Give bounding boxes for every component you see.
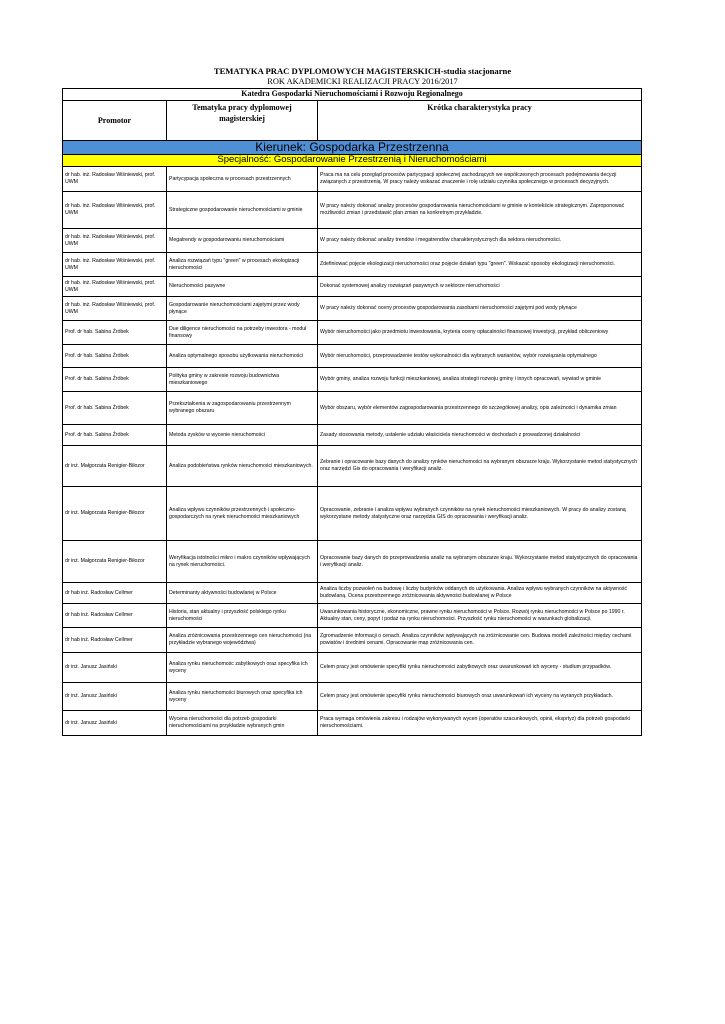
promotor-cell: dr inż. Małgorzata Renigier-Biłozor [63,446,167,487]
promotor-cell: Prof. dr hab. Sabina Źróbek [63,321,167,345]
promotor-cell: dr inż. Małgorzata Renigier-Biłozor [63,487,167,541]
table-row [63,628,642,653]
topic-cell: Nieruchomości pasywne [167,277,318,297]
description-cell: Celem pracy jest omówienie specyfiki rynku nieruchomości zabytkowych oraz uwarunkowań ich wyceny - studium przypadków. [318,653,642,683]
topic-cell: Strategiczne gospodarowanie nieruchomościami w gminie [167,192,318,229]
description-cell: Zgromadzenie informacji o cenach. Analiza czynników wpływających na zróżnicowanie cen. Budowa modeli zależności między cechami powiatów i średnimi cenami. Opracowanie map zróżnicowania cen. [318,628,642,653]
topic-cell: Analiza rynku nieruchomośc zabytkowych oraz specyfika ich wyceny [167,653,318,683]
table-row [63,167,642,192]
topic-cell: Metoda zysków w wycenie nieruchomości [167,425,318,446]
description-cell: Celem pracy jest omówienie specyfiki rynku nieruchomości biurowych oraz uwarunkowań ich wyceny na wyranych przykładach. [318,683,642,711]
thesis-topics-table [62,88,642,736]
promotor-cell: dr inż. Janusz Jasiński [63,711,167,736]
promotor-cell: dr hab. inż. Radosław Wiśniewski, prof. UWM [63,297,167,321]
topic-cell: Analiza wpływu czynników przestrzennych i społeczno-gospodarczych na rynek nieruchomości mieszkaniowych [167,487,318,541]
table-row [63,583,642,604]
description-cell: Wybór gminy, analiza rozwoju funkcji mieszkaniowej, analiza strategii rozwoju gminy i innych opracowań, wywiad w gminie [318,368,642,392]
topic-cell: Analiza rynku nieruchomości biurowych oraz specyfika ich wyceny [167,683,318,711]
academic-year: ROK AKADEMICKI REALIZACJI PRACY 2016/2017 [267,77,458,86]
table-row [63,229,642,253]
description-cell: Zdefiniować pojęcie ekologizacji nieruchomości oraz pojęcie działań typu "green". Wskazać sposoby ekologizacji nieruchomości. [318,253,642,277]
topic-cell: Przekształcenia w zagospodarowaniu przestrzennym wybranego obszaru [167,392,318,425]
promotor-cell: dr inż. Janusz Jasiński [63,653,167,683]
description-cell: Opracowanie, zebranie i analiza wpływu wybranych czynników na rynek nieruchomości mieszkaniowych. W pracy do analizy zostaną wykorzystane metody statystyczne oraz narzędzia GIS do opracowania i weryfikacji analiz. [318,487,642,541]
description-cell: Zebranie i opracowanie bazy danych do analizy rynków nieruchomości na wybranym obszarze kraju. Wykorzystanie metod statystycznych oraz narzędzi Gis do opracowania i weryfikacji analiz. [318,446,642,487]
topic-cell: Gospodarowanie nieruchomościami zajętymi przez wody płynące [167,297,318,321]
topic-cell: Analiza zróżnicowania przestrzennego cen nieruchomości (na przykładzie wybranego województwa) [167,628,318,653]
specialty-banner: Specjalność: Gospodarowanie Przestrzenią i Nieruchomościami [63,155,642,167]
topic-cell: Historia, stan aktualny i przyszłość polskiego rynku nieruchomości [167,604,318,628]
topic-cell: Polityka gminy w zakresie rozwoju budownictwa mieszkaniowego [167,368,318,392]
column-header-description: Krótka charakterystyka pracy [318,101,642,141]
promotor-cell: dr hab inż. Radosław Cellmer [63,583,167,604]
topic-cell: Analiza optymalnego sposobu użytkowania nieruchomości [167,345,318,368]
promotor-cell: Prof. dr hab. Sabina Źróbek [63,345,167,368]
table-row [63,192,642,229]
description-cell: Wybór obszaru, wybór elementów zagospodarowania przestrzennego do szczegółowej analizy, opis zależności i dynamika zmian [318,392,642,425]
topic-cell: Analiza podobieństwa rynków nieruchomości mieszkaniowych. [167,446,318,487]
description-cell: Praca ma na celu przegląd procesów partycypacji społecznej zachodzących we współczesnych procesach podejmowania decyzji związanych z przestrzenią. W pracy należy wskazać znaczenie i rolę udziału czynnika społecznego w procesach decyzyjnych. [318,167,642,192]
table-row [63,392,642,425]
promotor-cell: dr hab. inż. Radosław Wiśniewski, prof. UWM [63,229,167,253]
table-row [63,653,642,683]
promotor-cell: dr hab. inż. Radosław Wiśniewski, prof. UWM [63,253,167,277]
topic-cell: Analiza rozwiązań typu "green" w procesach ekologizacji nieruchomości [167,253,318,277]
table-row [63,297,642,321]
promotor-cell: dr hab. inż. Radosław Wiśniewski, prof. UWM [63,277,167,297]
table-row [63,541,642,583]
description-cell: Praca wymaga omówienia zakresu i rodzajów wykonywanych wycen (operatów szacunkowych, opinii, eksprtyz) dla potrzeb gospodarki nieruchomościami. [318,711,642,736]
table-row [63,345,642,368]
table-row [63,253,642,277]
column-header-promotor: Promotor [63,101,167,141]
topic-cell: Weryfikacja istotności mikro i makro czynników wpływających na rynek nieruchomości. [167,541,318,583]
description-cell: Dokonać systemowej analizy rozwiązań pasywnych w sektorze nieruchomości [318,277,642,297]
table-row [63,277,642,297]
table-row [63,487,642,541]
table-row [63,683,642,711]
document-title: TEMATYKA PRAC DYPLOMOWYCH MAGISTERSKICH-studia stacjonarne [213,66,512,76]
topic-cell: Determinanty aktywności budowlanej w Polsce [167,583,318,604]
topic-cell: Megatrendy w gospodarowaniu nieruchomościami [167,229,318,253]
description-cell: Wybór nieruchomości, przeprowadzenie testów wykonalności dla wybranych wariantów, wybór rozwiązania optymalnego [318,345,642,368]
description-cell: W pracy należy dokonać analizy procesów gospodarowania nieruchomościami w gminie w kontekście strategicznym. Zaproponować możliwości zmian i przedstawić plan zmian na konkretnym przykładzie. [318,192,642,229]
description-cell: Uwarunkowania historyczne, ekonomiczne, prawne rynku nieruchomości w Polsce. Rozwój rynku nieruchomości w Polsce po 1990 r. Aktualny stan, ceny, popyt i podaż na rynku nieruchomości. Przyszłość rynku nieruchomości w warunkach globalizacji. [318,604,642,628]
topic-cell: Due diligence nieruchomości na potrzeby inwestora - moduł finansowy [167,321,318,345]
column-header-topic: Tematyka pracy dyplomowej magisterskiej [167,101,318,141]
promotor-cell: Prof. dr hab. Sabina Źróbek [63,425,167,446]
promotor-cell: dr hab inż. Radosław Cellmer [63,628,167,653]
promotor-cell: Prof. dr hab. Sabina Źróbek [63,368,167,392]
table-row [63,604,642,628]
promotor-cell: dr inż. Małgorzata Renigier-Biłozor [63,541,167,583]
description-cell: Wybór nieruchomości jako przedmiotu inwestowania, kryteria oceny opłacalności finansowej inwestycji, przykład obliczeniowy [318,321,642,345]
topic-cell: Wycena nieruchomości dla potrzeb gospodarki nieruchomościami na przykładzie wybranych gmin [167,711,318,736]
table-row [63,321,642,345]
promotor-cell: Prof. dr hab. Sabina Źróbek [63,392,167,425]
table-row [63,425,642,446]
promotor-cell: dr inż. Janusz Jasiński [63,683,167,711]
topic-cell: Partycypacja społeczna w procesach przestrzennych [167,167,318,192]
promotor-cell: dr hab inż. Radosław Cellmer [63,604,167,628]
table-row [63,368,642,392]
description-cell: W pracy należy dokonać oceny procesów gospodarowania zasobami nieruchomości zajętymi pod wody płynące [318,297,642,321]
department-name: Katedra Gospodarki Nieruchomościami i Rozwoju Regionalnego [63,89,642,101]
description-cell: W pracy należy dokonać analizy trendów i megatrendów charakterystycznych dla sektora nieruchomości. [318,229,642,253]
promotor-cell: dr hab. inż. Radosław Wiśniewski, prof. UWM [63,167,167,192]
promotor-cell: dr hab. inż. Radosław Wiśniewski, prof. UWM [63,192,167,229]
table-row [63,446,642,487]
table-row [63,711,642,736]
description-cell: Opracowanie bazy danych do przeprowadzenia analiz na wybranym obszarze kraju. Wykorzystanie metod statystycznych do opracowania i weryfikacji analiz. [318,541,642,583]
description-cell: Analiza liczby pozwoleń na budowę i liczby budynków oddanych do użytkowania. Analiza wpływu wybranych czynników na aktywność budowlaną. Ocena przestrzennego zróżnicowania aktywności budowlanej w Polsce [318,583,642,604]
description-cell: Zasady stosowania metody, ustalenie udziału właściciela nieruchomości w dochodach z prowadzonej działalności [318,425,642,446]
direction-banner: Kierunek: Gospodarka Przestrzenna [63,141,642,155]
